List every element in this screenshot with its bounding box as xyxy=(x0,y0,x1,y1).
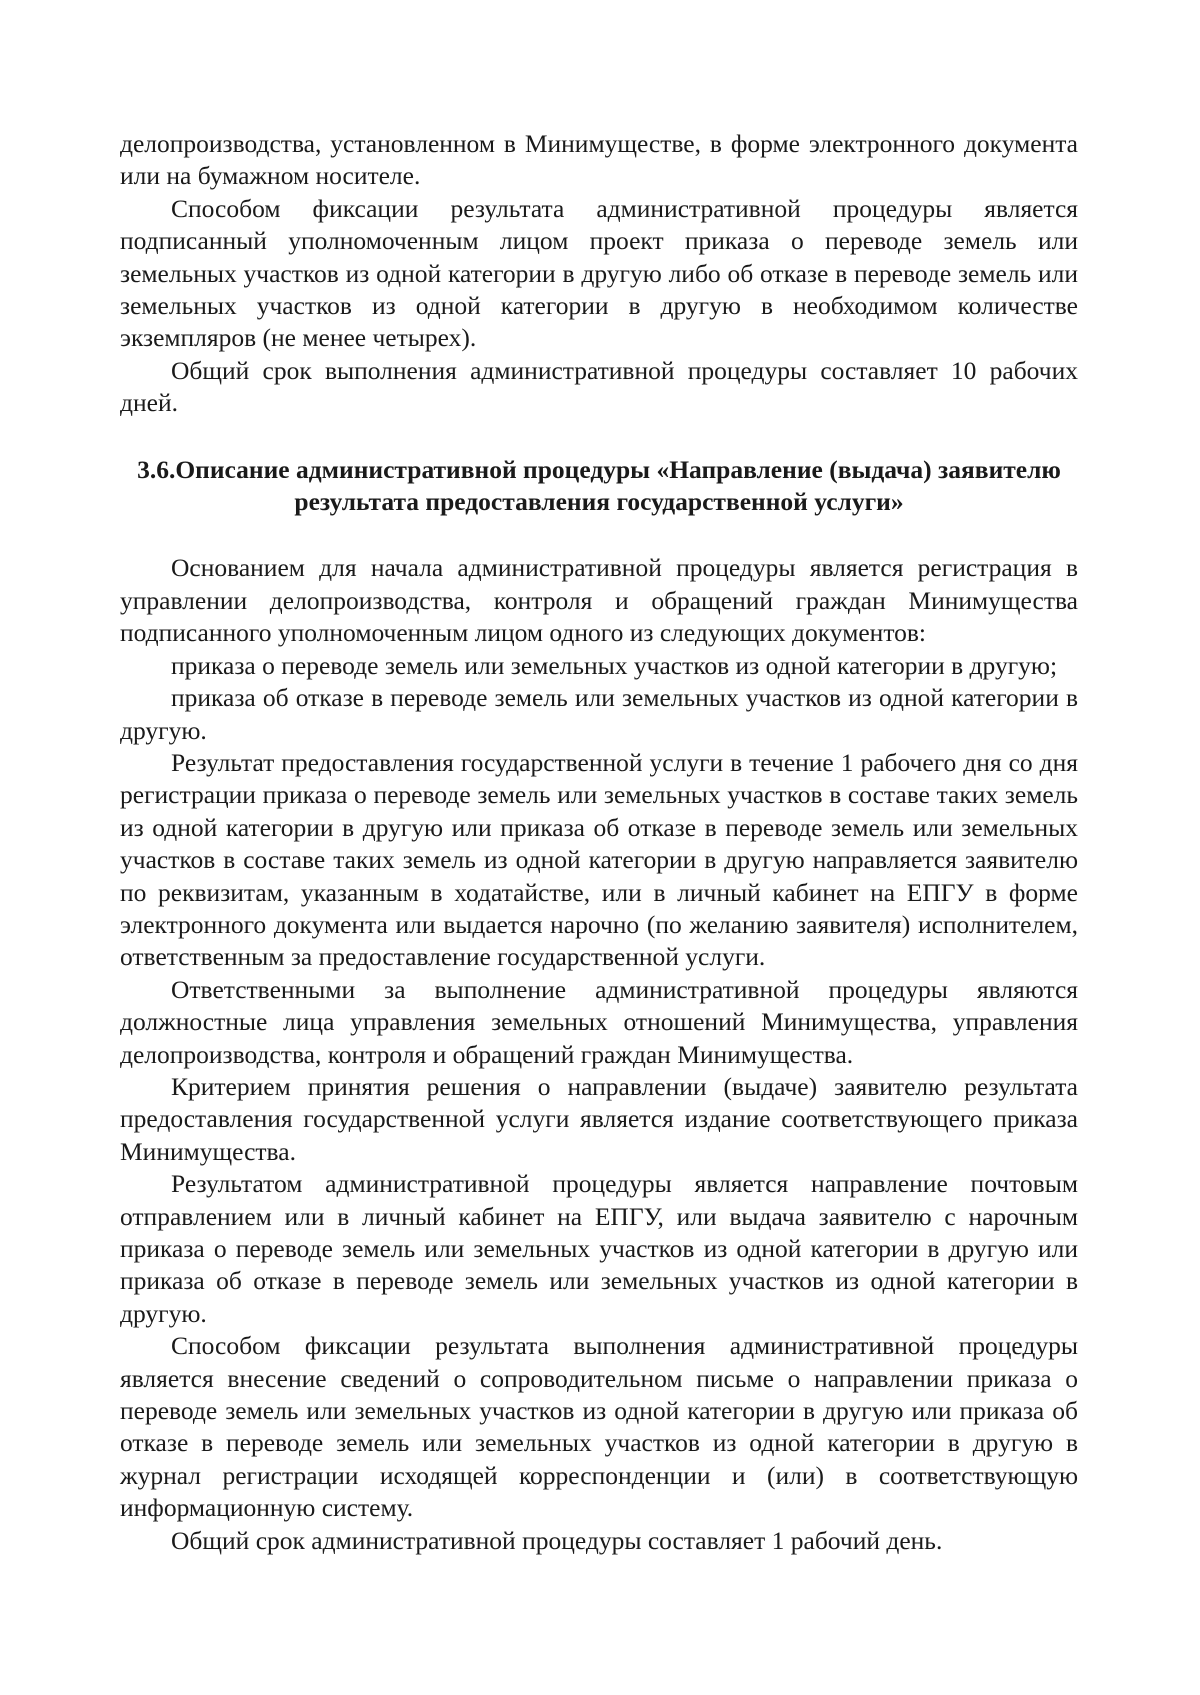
paragraph-result-delivery: Результат предоставления государственной услуги в течение 1 рабочего дня со дня регистрации приказа о переводе земель или земельных участков в составе таких земель из одной категории в другую или приказа об отказе в переводе земель или земельных участков в составе таких земель из одной категории в другую направляется заявителю по реквизитам, указанным в ходатайстве, или в личный кабинет на ЕПГУ в форме электронного документа или выдается нарочно (по желанию заявителя) исполнителем, ответственным за предоставление государственной услуги. xyxy=(120,747,1078,972)
paragraph-fixation-method: Способом фиксации результата административной процедуры является подписанный уполномоченным лицом проект приказа о переводе земель или земельных участков из одной категории в другую либо об отказе в переводе земель или земельных участков из одной категории в другую в необходимом количестве экземпляров (не менее четырех). xyxy=(120,193,1078,353)
section-heading: 3.6.Описание административной процедуры «Направление (выдача) заявителю результата предоставления государственной услуги» xyxy=(137,454,1061,517)
paragraph-order-refusal: приказа об отказе в переводе земель или земельных участков из одной категории в другую. xyxy=(120,683,1078,745)
paragraph-responsible: Ответственными за выполнение административной процедуры являются должностные лица управления земельных отношений Минимущества, управления делопроизводства, контроля и обращений граждан Минимущества. xyxy=(120,974,1078,1069)
paragraph-total-term: Общий срок выполнения административной процедуры составляет 10 рабочих дней. xyxy=(120,355,1078,418)
paragraph-fixation-registration: Способом фиксации результата выполнения административной процедуры является внесение сведений о сопроводительном письме о направлении приказа о переводе земель или земельных участков из одной категории в другую или приказа об отказе в переводе земель или земельных участков из одной категории в другую в журнал регистрации исходящей корреспонденции и (или) в соответствующую информационную систему. xyxy=(120,1331,1078,1523)
paragraph-procedure-term: Общий срок административной процедуры составляет 1 рабочий день. xyxy=(171,1525,943,1555)
paragraph-criterion: Критерием принятия решения о направлении (выдаче) заявителю результата предоставления государственной услуги является издание соответствующего приказа Минимущества. xyxy=(120,1071,1078,1166)
paragraph-order-transfer: приказа о переводе земель или земельных участков из одной категории в другую; xyxy=(171,650,1058,680)
paragraph-continuation: делопроизводства, установленном в Минимуществе, в форме электронного документа или на бумажном носителе. xyxy=(120,129,1078,191)
document-body xyxy=(120,128,1078,1557)
paragraph-procedure-result: Результатом административной процедуры является направление почтовым отправлением или в личный кабинет на ЕПГУ, или выдача заявителю с нарочным приказа о переводе земель или земельных участков из одной категории в другую или приказа об отказе в переводе земель или земельных участков из одной категории в другую. xyxy=(120,1169,1078,1328)
paragraph-basis: Основанием для начала административной процедуры является регистрация в управлении делопроизводства, контроля и обращений граждан Минимущества подписанного уполномоченным лицом одного из следующих документов: xyxy=(120,553,1078,648)
